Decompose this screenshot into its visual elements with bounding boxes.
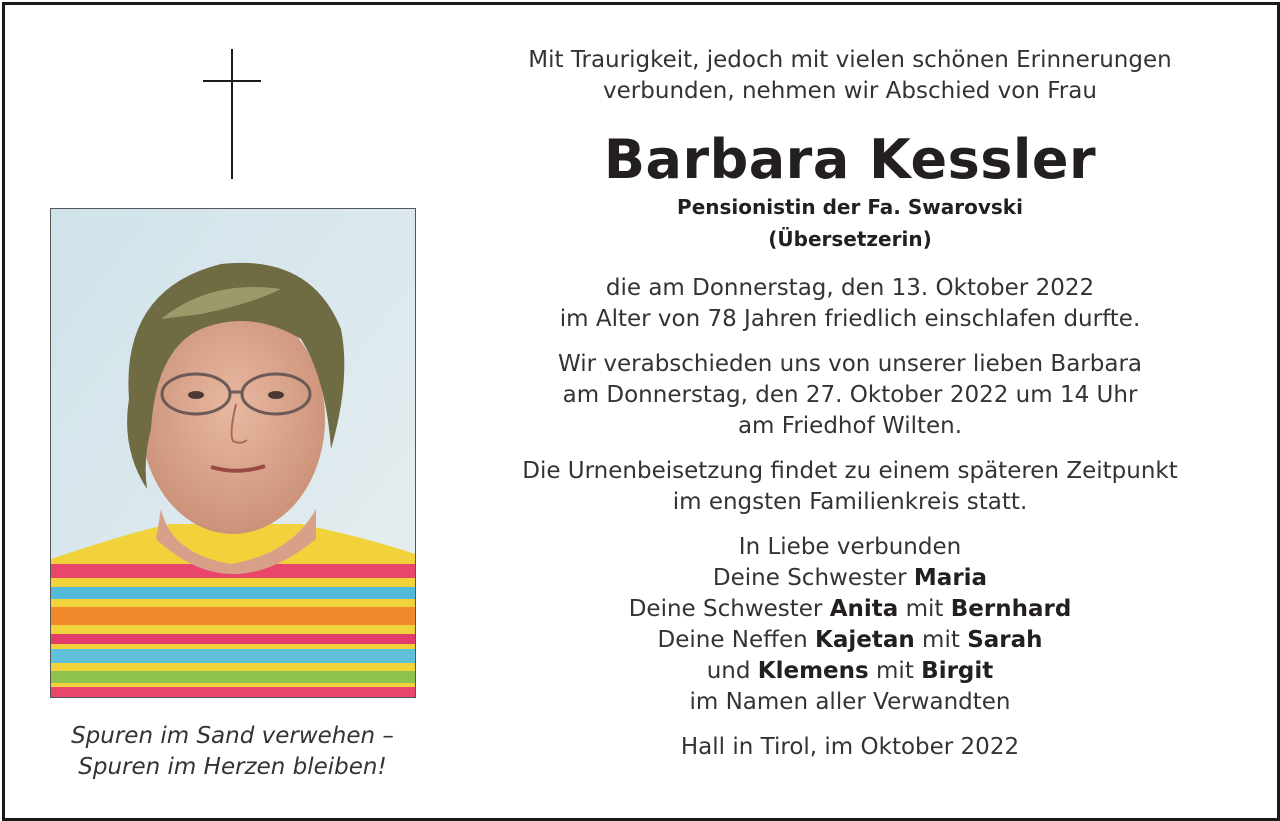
- obituary-card: [2, 2, 1280, 821]
- obituary-text: [465, 45, 1235, 763]
- family-line: und Klemens mit Birgit: [706, 658, 994, 684]
- family-line: Deine Schwester Maria: [712, 565, 988, 591]
- cross-icon: [203, 49, 261, 179]
- urn-line: im engsten Familienkreis statt.: [672, 489, 1028, 515]
- closing-line: In Liebe verbunden: [738, 534, 962, 560]
- family-name: Klemens: [757, 658, 869, 684]
- memorial-quote: [35, 721, 430, 783]
- occupation-line: (Übersetzerin): [768, 227, 932, 251]
- death-line: die am Donnerstag, den 13. Oktober 2022: [605, 275, 1095, 301]
- occupation-line: Pensionistin der Fa. Swarovski: [677, 195, 1023, 219]
- place-date: Hall in Tirol, im Oktober 2022: [680, 734, 1020, 760]
- death-line: im Alter von 78 Jahren friedlich einschlafen durfte.: [559, 306, 1141, 332]
- family-name: Maria: [913, 565, 988, 591]
- farewell-line: am Donnerstag, den 27. Oktober 2022 um 14 Uhr: [562, 382, 1138, 408]
- quote-line: Spuren im Herzen bleiben!: [78, 754, 387, 780]
- family-line: Deine Neffen Kajetan mit Sarah: [657, 627, 1043, 653]
- intro-line: verbunden, nehmen wir Abschied von Frau: [603, 78, 1097, 104]
- portrait-photo: [50, 208, 416, 698]
- farewell-line: am Friedhof Wilten.: [737, 413, 963, 439]
- family-name: Bernhard: [950, 596, 1072, 622]
- farewell-line: Wir verabschieden uns von unserer lieben Barbara: [557, 351, 1142, 377]
- urn-line: Die Urnenbeisetzung findet zu einem späteren Zeitpunkt: [522, 458, 1178, 484]
- quote-line: Spuren im Sand verwehen –: [71, 723, 394, 749]
- family-line: im Namen aller Verwandten: [689, 689, 1011, 715]
- family-line: Deine Schwester Anita mit Bernhard: [628, 596, 1072, 622]
- family-name: Sarah: [967, 627, 1043, 653]
- deceased-name: Barbara Kessler: [603, 128, 1097, 191]
- intro-line: Mit Traurigkeit, jedoch mit vielen schönen Erinnerungen: [528, 47, 1172, 73]
- family-name: Anita: [829, 596, 899, 622]
- family-name: Birgit: [921, 658, 994, 684]
- family-name: Kajetan: [815, 627, 915, 653]
